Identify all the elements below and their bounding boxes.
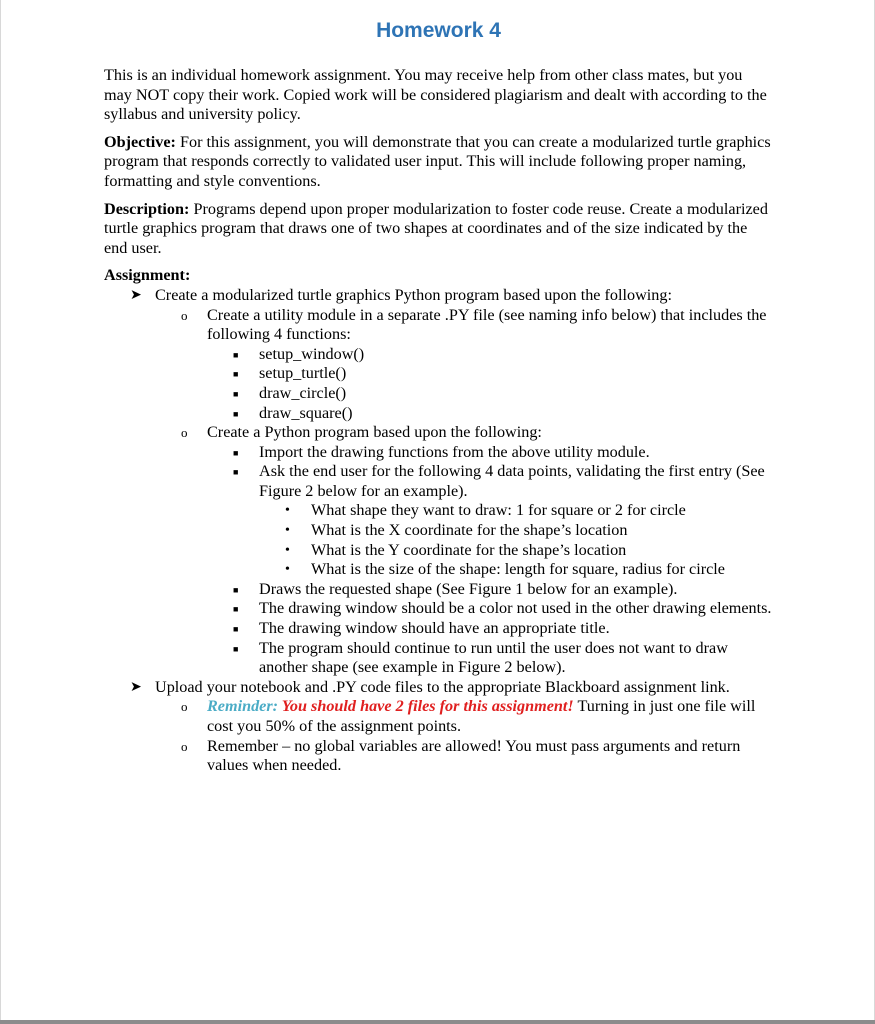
list-item: ■ The drawing window should have an appropriate title. — [104, 619, 774, 639]
list-item: ➤ Create a modularized turtle graphics Python program based upon the following: — [130, 285, 672, 304]
square-bullet-icon: ■ — [233, 624, 239, 635]
bottom-border — [0, 1020, 875, 1024]
list-item — [104, 697, 774, 736]
square-bullet-icon: ■ — [233, 467, 239, 478]
description-text: Programs depend upon proper modularization to foster code reuse. Create a modularized turtle graphics program that draws one of two shapes at coordinates and of the size indicated by the end user. — [104, 199, 768, 257]
list-item: ■ Draws the requested shape (See Figure 1 below for an example). — [104, 580, 774, 600]
dot-bullet-icon: • — [285, 542, 290, 558]
list-item: ■ setup_window() — [104, 345, 774, 365]
list-item: o Create a utility module in a separate .PY file (see naming info below) that includes the following 4 functions: — [181, 305, 767, 344]
list-item: o Remember – no global variables are allowed! You must pass arguments and return values when needed. — [181, 736, 741, 775]
square-bullet-icon: ■ — [233, 604, 239, 615]
assignment-heading: Assignment: — [104, 266, 191, 285]
objective-text: For this assignment, you will demonstrate that you can create a modularized turtle graphics program that responds correctly to validated user input. This will include following proper naming, formatting and style conventions. — [104, 132, 771, 190]
list-item: ■ The drawing window should be a color not used in the other drawing elements. — [104, 599, 774, 619]
description-paragraph — [104, 200, 774, 259]
list-item: ■ The program should continue to run until the user does not want to draw another shape (see example in Figure 2 below). — [233, 638, 728, 677]
description-label: Description: — [104, 199, 190, 218]
square-bullet-icon: ■ — [233, 643, 239, 654]
list-item: • What is the X coordinate for the shape’s location — [285, 521, 628, 540]
square-bullet-icon: ■ — [233, 447, 239, 458]
objective-paragraph — [104, 133, 774, 192]
list-item: • What is the size of the shape: length for square, radius for circle — [285, 560, 725, 579]
arrow-bullet-icon: ➤ — [130, 287, 142, 303]
square-bullet-icon: ■ — [233, 369, 239, 380]
dot-bullet-icon: • — [285, 523, 290, 539]
list-item: • What is the Y coordinate for the shape’s location — [285, 540, 627, 559]
arrow-bullet-icon: ➤ — [130, 679, 142, 695]
intro-paragraph: This is an individual homework assignment. You may receive help from other class mates, but you may NOT copy their work. Copied work will be considered plagiarism and dealt with according to the syllabus and university policy. — [104, 66, 767, 124]
reminder-label: Reminder: — [207, 697, 279, 716]
list-item: ■ Ask the end user for the following 4 data points, validating the first entry (See Figure 2 below for an example). — [233, 462, 765, 500]
dot-bullet-icon: • — [285, 503, 290, 519]
list-item: ➤ Upload your notebook and .PY code files to the appropriate Blackboard assignment link. — [130, 677, 730, 696]
list-item: ■ draw_square() — [104, 404, 774, 424]
square-bullet-icon: ■ — [233, 408, 239, 419]
list-item: ■ Import the drawing functions from the above utility module. — [104, 443, 774, 463]
list-item: ■ draw_circle() — [104, 384, 774, 404]
circle-bullet-icon: o — [181, 425, 188, 441]
reminder-emphasis: You should have 2 files for this assignment! — [278, 697, 574, 716]
circle-bullet-icon: o — [181, 738, 188, 754]
reminder-text: Turning in just one file will cost you 50% of the assignment points. — [207, 697, 756, 735]
list-item: ■ setup_turtle() — [104, 364, 774, 384]
list-item: • What shape they want to draw: 1 for square or 2 for circle — [285, 501, 686, 520]
circle-bullet-icon: o — [181, 699, 188, 715]
document-body — [104, 66, 774, 776]
objective-label: Objective: — [104, 132, 176, 151]
square-bullet-icon: ■ — [233, 349, 239, 360]
square-bullet-icon: ■ — [233, 388, 239, 399]
dot-bullet-icon: • — [285, 562, 290, 578]
square-bullet-icon: ■ — [233, 584, 239, 595]
page-title: Homework 4 — [376, 19, 501, 42]
circle-bullet-icon: o — [181, 307, 188, 323]
list-item: o Create a Python program based upon the following: — [181, 423, 542, 442]
